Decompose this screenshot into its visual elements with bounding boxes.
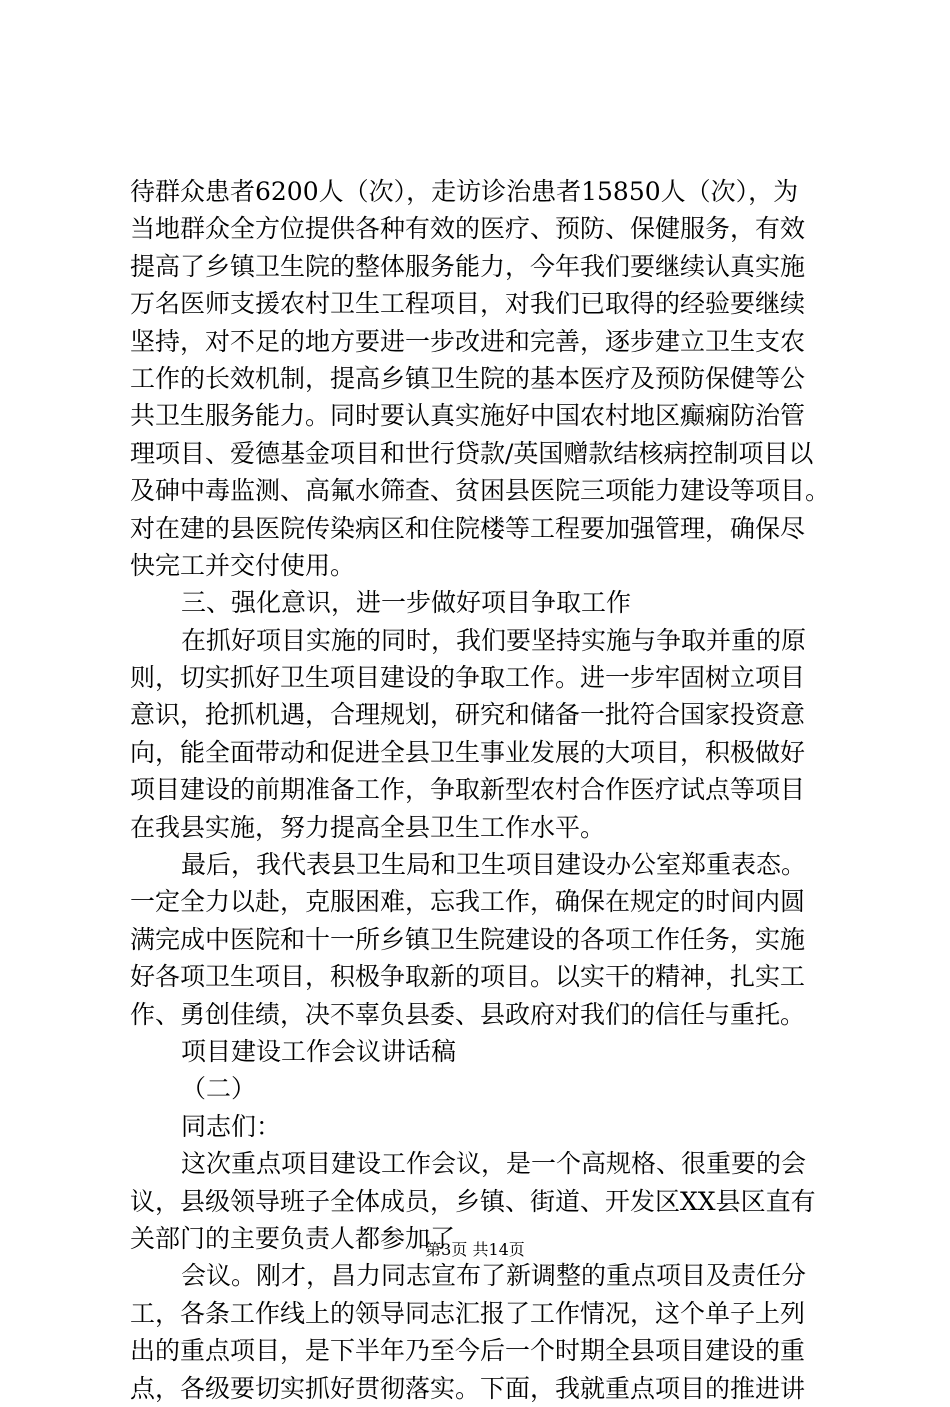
text-line: 向，能全面带动和促进全县卫生事业发展的大项目，积极做好 — [130, 737, 806, 767]
text-line: 作、勇创佳绩，决不辜负县委、县政府对我们的信任与重托。 — [130, 999, 806, 1029]
text-line: 议，县级领导班子全体成员，乡镇、街道、开发区XX县区直有 — [130, 1186, 816, 1216]
text-line: 点，各级要切实抓好贯彻落实。下面，我就重点项目的推进讲 — [130, 1373, 806, 1403]
text-line: 及砷中毒监测、高氟水筛查、贫困县医院三项能力建设等项目。 — [130, 476, 831, 506]
text-line: 万名医师支援农村卫生工程项目，对我们已取得的经验要继续 — [130, 289, 806, 319]
text-line: 当地群众全方位提供各种有效的医疗、预防、保健服务，有效 — [130, 214, 806, 244]
page-number-footer: 第3页 共14页 — [425, 1240, 525, 1259]
text-line: 满完成中医院和十一所乡镇卫生院建设的各项工作任务，实施 — [130, 924, 806, 954]
document-body — [130, 173, 840, 1407]
text-line: 这次重点项目建设工作会议，是一个高规格、很重要的会 — [181, 1149, 807, 1179]
text-line: 对在建的县医院传染病区和住院楼等工程要加强管理，确保尽 — [130, 513, 806, 543]
text-line: 会议。刚才，昌力同志宣布了新调整的重点项目及责任分 — [181, 1261, 807, 1291]
text-line: 意识，抢抓机遇，合理规划，研究和储备一批符合国家投资意 — [130, 700, 806, 730]
text-line: 工，各条工作线上的领导同志汇报了工作情况，这个单子上列 — [130, 1298, 806, 1328]
section-heading: 三、强化意识，进一步做好项目争取工作 — [181, 588, 632, 618]
text-line: 工作的长效机制，提高乡镇卫生院的基本医疗及预防保健等公 — [130, 363, 806, 393]
text-line: 好各项卫生项目，积极争取新的项目。以实干的精神，扎实工 — [130, 962, 806, 992]
text-line: 关部门的主要负责人都参加了 — [130, 1223, 456, 1253]
text-line: 提高了乡镇卫生院的整体服务能力，今年我们要继续认真实施 — [130, 251, 806, 281]
text-line: 一定全力以赴，克服困难，忘我工作，确保在规定的时间内圆 — [130, 887, 806, 917]
speech-title: 项目建设工作会议讲话稿 — [181, 1036, 457, 1066]
text-line: 理项目、爱德基金项目和世行贷款/英国赠款结核病控制项目以 — [130, 438, 814, 468]
text-line: 坚持，对不足的地方要进一步改进和完善，逐步建立卫生支农 — [130, 326, 806, 356]
text-line: 最后，我代表县卫生局和卫生项目建设办公室郑重表态。 — [181, 850, 807, 880]
text-line: 在我县实施，努力提高全县卫生工作水平。 — [130, 812, 606, 842]
text-line: 共卫生服务能力。同时要认真实施好中国农村地区癫痫防治管 — [130, 401, 806, 431]
text-line: 在抓好项目实施的同时，我们要坚持实施与争取并重的原 — [181, 625, 807, 655]
salutation: 同志们： — [181, 1111, 282, 1141]
text-line: 快完工并交付使用。 — [130, 550, 356, 580]
text-line: 则，切实抓好卫生项目建设的争取工作。进一步牢固树立项目 — [130, 663, 806, 693]
text-line: 待群众患者6200人（次），走访诊治患者15850人（次），为 — [130, 177, 799, 206]
speech-number: （二） — [181, 1074, 257, 1104]
text-line: 出的重点项目，是下半年乃至今后一个时期全县项目建设的重 — [130, 1336, 806, 1366]
text-line: 项目建设的前期准备工作，争取新型农村合作医疗试点等项目 — [130, 775, 806, 805]
